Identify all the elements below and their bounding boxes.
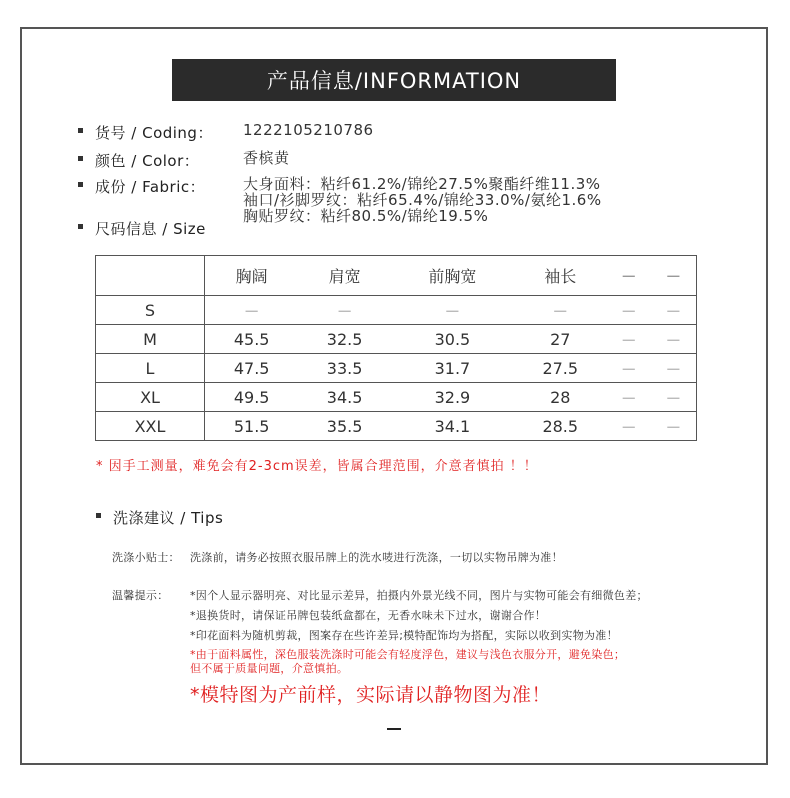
coding-label: 货号 / Coding： (95, 124, 213, 142)
table-row (96, 296, 697, 325)
measurement-cell: － (298, 296, 391, 325)
measurement-cell: 35.5 (298, 412, 391, 441)
measurement-cell: － (607, 296, 651, 325)
warm-red-line: 但不属于质量问题，介意慎拍。 (190, 662, 349, 675)
measurement-cell: 45.5 (205, 325, 299, 354)
measurement-cell: － (607, 383, 651, 412)
tips-heading (96, 507, 223, 528)
measurement-cell: 27.5 (514, 354, 607, 383)
final-note: *模特图为产前样，实际请以静物图为准！ (190, 684, 552, 706)
measurement-cell: 47.5 (205, 354, 299, 383)
measurement-note: * 因手工测量，难免会有2-3cm误差，皆属合理范围，介意者慎拍 ！！ (96, 459, 538, 474)
measurement-cell: 31.7 (391, 354, 514, 383)
color-label: 颜色 / Color： (95, 152, 200, 170)
fabric-label: 成份 / Fabric： (95, 178, 206, 196)
table-row (96, 412, 697, 441)
table-header-cell: － (607, 256, 651, 296)
size-name-cell: L (96, 354, 205, 383)
bullet-icon (78, 156, 83, 161)
measurement-cell: － (607, 412, 651, 441)
coding-value: 1222105210786 (243, 121, 374, 139)
table-row (96, 325, 697, 354)
measurement-cell: － (651, 383, 697, 412)
measurement-cell: 28.5 (514, 412, 607, 441)
measurement-cell: 32.9 (391, 383, 514, 412)
table-header-cell (96, 256, 205, 296)
table-header-cell: 前胸宽 (391, 256, 514, 296)
bullet-icon (96, 513, 101, 518)
size-name-cell: XXL (96, 412, 205, 441)
info-size (78, 218, 243, 239)
warm-red-line: *由于面料属性，深色服装洗涤时可能会有轻度浮色，建议与浅色衣服分开，避免染色； (190, 648, 626, 661)
end-dash (387, 728, 401, 730)
bullet-icon (78, 224, 83, 229)
table-row (96, 383, 697, 412)
measurement-cell: 33.5 (298, 354, 391, 383)
fabric-line: 大身面料：粘纤61.2%/锦纶27.5%聚酯纤维11.3% (243, 175, 601, 193)
info-color (78, 150, 290, 171)
measurement-cell: 32.5 (298, 325, 391, 354)
size-name-cell: S (96, 296, 205, 325)
measurement-cell: 28 (514, 383, 607, 412)
fabric-line: 袖口/衫脚罗纹：粘纤65.4%/锦纶33.0%/氨纶1.6% (243, 191, 602, 209)
tips-heading-text: 洗涤建议 / Tips (113, 509, 224, 527)
size-name-cell: M (96, 325, 205, 354)
title-text: 产品信息/INFORMATION (266, 69, 522, 93)
measurement-cell: － (391, 296, 514, 325)
size-name-cell: XL (96, 383, 205, 412)
color-value: 香槟黄 (243, 149, 290, 167)
measurement-cell: － (607, 354, 651, 383)
table-header-cell: － (651, 256, 697, 296)
measurement-cell: － (651, 325, 697, 354)
warm-line: *印花面料为随机剪裁，图案存在些许差异;模特配饰均为搭配，实际以收到实物为准！ (190, 629, 618, 642)
wash-text: 洗涤前，请务必按照衣服吊牌上的洗水唛进行洗涤，一切以实物吊牌为准！ (190, 551, 563, 564)
fabric-line: 胸贴罗纹：粘纤80.5%/锦纶19.5% (243, 207, 489, 225)
table-row (96, 354, 697, 383)
measurement-cell: － (607, 325, 651, 354)
measurement-cell: － (651, 296, 697, 325)
measurement-cell: 27 (514, 325, 607, 354)
page-title (172, 59, 616, 101)
size-label: 尺码信息 / Size (95, 220, 206, 238)
bullet-icon (78, 182, 83, 187)
measurement-cell: － (514, 296, 607, 325)
info-fabric (78, 176, 602, 224)
table-header-cell: 胸阔 (205, 256, 299, 296)
info-coding (78, 122, 374, 143)
table-header-cell: 肩宽 (298, 256, 391, 296)
measurement-cell: 51.5 (205, 412, 299, 441)
warm-line: *退换货时，请保证吊牌包装纸盒都在，无香水味未下过水，谢谢合作！ (190, 609, 547, 622)
measurement-cell: － (651, 354, 697, 383)
table-header-cell: 袖长 (514, 256, 607, 296)
measurement-cell: 49.5 (205, 383, 299, 412)
table-body (96, 296, 697, 441)
measurement-cell: 34.1 (391, 412, 514, 441)
measurement-cell: － (651, 412, 697, 441)
size-table (95, 255, 697, 441)
fabric-value (243, 176, 602, 224)
warm-line: *因个人显示器明亮、对比显示差异，拍摄内外景光线不同，图片与实物可能会有细微色差； (190, 589, 648, 602)
measurement-cell: － (205, 296, 299, 325)
table-header-row (96, 256, 697, 296)
bullet-icon (78, 128, 83, 133)
wash-label: 洗涤小贴士： (112, 551, 180, 564)
measurement-cell: 30.5 (391, 325, 514, 354)
measurement-cell: 34.5 (298, 383, 391, 412)
warm-label: 温馨提示： (112, 589, 169, 602)
